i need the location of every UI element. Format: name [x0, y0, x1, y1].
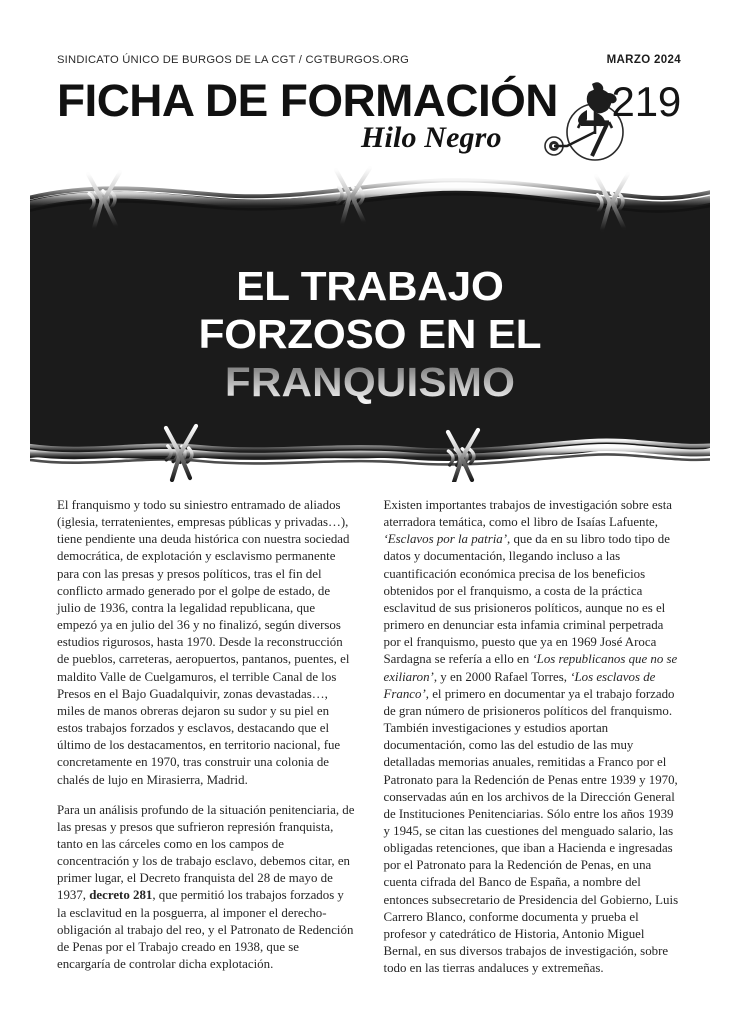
page-title: FICHA DE FORMACIÓN	[57, 75, 558, 126]
book-title-los-esclavos-de-franco: ‘Los esclavos de Franco’	[383, 669, 656, 701]
masthead-main-row	[57, 75, 681, 164]
paragraph-right-1-text-b: , que da en su libro todo tipo de datos y documentación, llegando incluso a las cuantificación económica precisa de los beneficios obtenidos por el franquismo, a costa de la práctica esclavitud de sus prisioneros políticos, aunque no es el primero en denunciar esta infamia criminal perpetrada por el franquismo, puesto que ya en 1969 José Aroca Sardagna se refería a ello en	[383, 532, 670, 667]
book-title-los-republicanos: ‘Los republicanos que no se exiliaron’	[383, 652, 678, 684]
cover-banner	[30, 166, 710, 482]
paragraph-left-2-text-b: , que permitió los trabajos forzados y la esclavitud en la posguerra, al imponer el derecho- obligación al trabajo del reo, y el Patronato de Redención de Penas por el Trabajo creado en 1938, que se encargaría de controlar dicha explotación.	[57, 888, 354, 972]
headline-line-2: FORZOSO EN EL	[198, 311, 542, 357]
brand-subtitle: Hilo Negro	[361, 121, 502, 154]
book-title-esclavos-por-la-patria: ‘Esclavos por la patria’	[383, 532, 508, 547]
paragraph-right-1-text-d: , el primero en documentar ya el trabajo forzado de gran número de prisioneros políticos del franquismo. También investigaciones y estudios aportan documentación, como las del estudio de las muy detalladas memorias anuales, remitidas a Franco por el Patronato para la Redención de Penas entre 1939 y 1970, conservadas aún en los archivos de la Dirección General de Instituciones Penitenciarias. Sólo entre los años 1939 y 1945, se citan las cuestiones del menguado salario, las obligadas retenciones, que iban a Hacienda e ingresadas por el Patronato para la Redención de Penas, en una cuenta cifrada del Banco de España, a nombre del entonces subsecretario de Presidencia del Gobierno, Luis Carrero Blanco, conforme documenta y prueba el profesor y catedrático de Historia, Antonio Miguel Bernal, en sus diversos trabajos de investigación, sobre todo en las tierras andaluces y extremeñas.	[383, 686, 679, 976]
decree-reference: decreto 281	[89, 888, 153, 903]
column-left	[57, 497, 355, 977]
column-right	[384, 497, 682, 977]
paragraph-right-1	[384, 497, 682, 977]
headline-line-1: EL TRABAJO	[236, 263, 504, 309]
publisher-line: SINDICATO ÚNICO DE BURGOS DE LA CGT / CGTBURGOS.ORG	[57, 54, 410, 66]
paragraph-right-1-text-a: Existen importantes trabajos de investigación sobre esta aterradora temática, como el libro de Isaías Lafuente,	[383, 498, 673, 530]
paragraph-left-1	[57, 497, 355, 789]
paragraph-left-2-text-a: Para un análisis profundo de la situación penitenciaria, de las presas y presos que sufrieron represión franquista, tanto en las cárceles como en los campos de concentración y los de trabajo esclavo, debemos citar, en primer lugar, el Decreto franquista del 28 de mayo de 1937,	[57, 802, 355, 903]
paragraph-left-1-text: El franquismo y todo su siniestro entramado de aliados (iglesia, terratenientes, empresas públicas y privadas…), tiene pendiente una deuda histórica con nuestra sociedad democrática, de explotación y esclavismo permanente para con las presas y presos políticos, tras el fin del conflicto armado generado por el golpe de estado, de julio de 1936, contra la legalidad republicana, que empezó ya en julio del 36 y no finalizó, según diversos estudios rigurosos, hasta 1970. Desde la reconstrucción de pueblos, carreteras, aeropuertos, pantanos, puentes, el maldito Valle de Cuelgamuros, el terrible Canal de los Presos en el Bajo Guadalquivir, zonas devastadas…, miles de manos obreras dejaron su sudor y su piel en estos trabajos forzados y esclavos, destacando que el último de los destacamentos, en territorio nacional, fue concretamente en 1970, tras construir una colonia de chalés de lujo en Mirasierra, Madrid.	[57, 498, 350, 787]
masthead-top-row	[57, 54, 681, 72]
article-body	[57, 497, 681, 977]
masthead	[57, 54, 681, 166]
paragraph-left-2	[57, 802, 355, 974]
issue-number: 219	[611, 78, 681, 125]
issue-date: MARZO 2024	[606, 54, 681, 66]
paragraph-right-1-text-c: , y en 2000 Rafael Torres,	[433, 669, 571, 684]
